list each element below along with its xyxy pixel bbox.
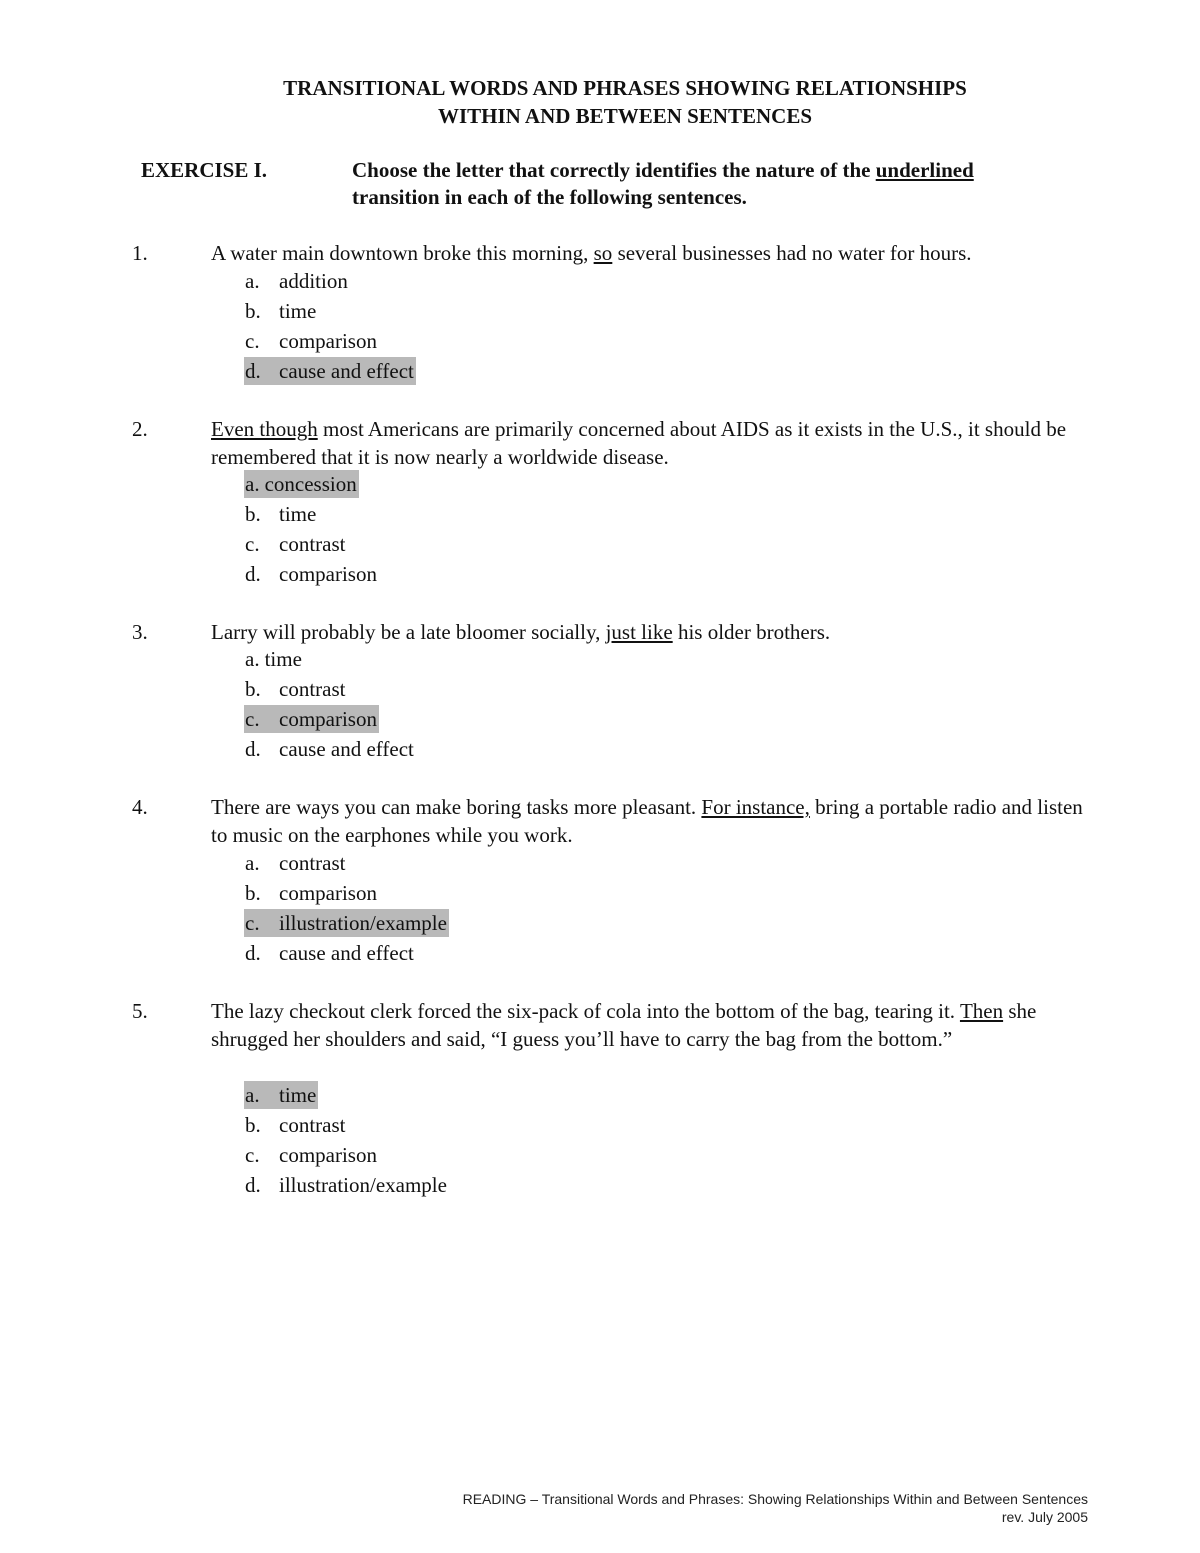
page-footer	[463, 1490, 1088, 1526]
option-text: cause and effect	[279, 737, 414, 761]
selected-answer-highlight	[244, 357, 416, 385]
question-text	[211, 415, 1091, 471]
option-letter: b.	[245, 502, 261, 526]
option-text: time	[264, 647, 302, 671]
answer-option-content	[244, 530, 347, 558]
answer-option-content	[244, 267, 350, 295]
option-text: comparison	[279, 881, 377, 905]
option-letter: b.	[245, 677, 261, 701]
answer-option[interactable]	[245, 529, 379, 559]
title-line-2: WITHIN AND BETWEEN SENTENCES	[437, 104, 813, 128]
option-letter: c.	[245, 1143, 260, 1167]
footer-line-1: READING – Transitional Words and Phrases: Showing Relationships Within and Between Sentences	[462, 1491, 1088, 1507]
option-text: time	[279, 502, 317, 526]
option-text: contrast	[279, 677, 346, 701]
option-letter: a.	[245, 851, 260, 875]
option-text: comparison	[279, 1143, 377, 1167]
option-text: illustration/example	[279, 911, 447, 935]
question-text-after: bring a portable radio and listen to music on the earphones while you work.	[211, 795, 1083, 847]
answer-option-content	[244, 1111, 347, 1139]
answer-option[interactable]	[245, 469, 379, 499]
question-text-before: A water main downtown broke this morning,	[211, 241, 594, 265]
answer-option[interactable]	[245, 1080, 449, 1110]
question-text	[211, 997, 1091, 1053]
answer-option-content	[244, 675, 347, 703]
answer-option[interactable]	[245, 938, 449, 968]
answer-option-content	[244, 879, 379, 907]
option-letter: c.	[245, 707, 260, 731]
option-text: concession	[264, 472, 357, 496]
exercise-instructions	[352, 157, 1072, 211]
answer-option-content	[244, 1171, 449, 1199]
answer-option-content	[244, 1141, 379, 1169]
question-text-before: There are ways you can make boring tasks more pleasant.	[211, 795, 702, 819]
question-text-before: The lazy checkout clerk forced the six-pack of cola into the bottom of the bag, tearing it.	[211, 999, 960, 1023]
option-text: contrast	[279, 851, 346, 875]
option-text: addition	[279, 269, 348, 293]
question-text-after: his older brothers.	[672, 620, 831, 644]
question-text-before: Larry will probably be a late bloomer socially,	[211, 620, 606, 644]
option-text: time	[279, 1083, 317, 1107]
selected-answer-highlight	[244, 909, 449, 937]
option-text: time	[279, 299, 317, 323]
answer-option[interactable]	[245, 848, 449, 878]
selected-answer-highlight	[244, 705, 379, 733]
answer-option[interactable]	[245, 644, 416, 674]
option-letter: a.	[245, 647, 260, 671]
option-letter: a.	[245, 1083, 260, 1107]
question-text	[211, 618, 1091, 646]
answer-option[interactable]	[245, 266, 416, 296]
answer-option[interactable]	[245, 1170, 449, 1200]
underlined-transition: so	[593, 241, 613, 265]
option-letter: a.	[245, 472, 260, 496]
option-text: comparison	[279, 562, 377, 586]
answer-options	[245, 644, 416, 764]
answer-option-content	[244, 560, 379, 588]
question-text	[211, 239, 1091, 267]
question-number: 2.	[132, 417, 148, 441]
option-letter: c.	[245, 532, 260, 556]
option-letter: b.	[245, 1113, 261, 1137]
answer-option-content	[244, 500, 318, 528]
option-text: illustration/example	[279, 1173, 447, 1197]
answer-options	[245, 1080, 449, 1200]
answer-option[interactable]	[245, 326, 416, 356]
option-text: cause and effect	[279, 941, 414, 965]
question-number: 5.	[132, 999, 148, 1023]
page-title	[0, 74, 1200, 130]
question-text-after: she shrugged her shoulders and said, “I guess you’ll have to carry the bag from the bottom.”	[211, 999, 1037, 1051]
option-letter: b.	[245, 881, 261, 905]
answer-option-content	[244, 939, 416, 967]
question-number: 1.	[132, 241, 148, 265]
option-letter: c.	[245, 329, 260, 353]
title-line-1: TRANSITIONAL WORDS AND PHRASES SHOWING RELATIONSHIPS	[283, 76, 967, 100]
answer-option[interactable]	[245, 908, 449, 938]
option-text: cause and effect	[279, 359, 414, 383]
answer-option[interactable]	[245, 296, 416, 326]
question-text-after: most Americans are primarily concerned about AIDS as it exists in the U.S., it should be remembered that it is now nearly a worldwide disease.	[211, 417, 1067, 469]
selected-answer-highlight	[244, 470, 359, 498]
option-letter: c.	[245, 911, 260, 935]
instruction-underlined-word: underlined	[875, 158, 974, 182]
option-text: contrast	[279, 532, 346, 556]
answer-option[interactable]	[245, 356, 416, 386]
underlined-transition: just like	[605, 620, 673, 644]
instruction-text-continued: transition in each of the following sentences.	[352, 185, 747, 209]
option-letter: d.	[245, 562, 261, 586]
answer-option-content	[244, 297, 318, 325]
answer-options	[245, 266, 416, 386]
answer-option-content	[244, 849, 347, 877]
answer-option[interactable]	[245, 734, 416, 764]
option-letter: d.	[245, 737, 261, 761]
underlined-transition: Even though	[211, 417, 318, 441]
answer-option-content	[244, 735, 416, 763]
question-number: 3.	[132, 620, 148, 644]
answer-option[interactable]	[245, 559, 379, 589]
question-text	[211, 793, 1091, 849]
option-text: comparison	[279, 329, 377, 353]
answer-option[interactable]	[245, 878, 449, 908]
answer-option-content	[244, 327, 379, 355]
answer-option-content	[244, 645, 304, 673]
answer-option[interactable]	[245, 499, 379, 529]
answer-option[interactable]	[245, 1110, 449, 1140]
option-letter: d.	[245, 941, 261, 965]
instruction-text: Choose the letter that correctly identifies the nature of the	[352, 158, 876, 182]
answer-options	[245, 848, 449, 968]
option-text: contrast	[279, 1113, 346, 1137]
answer-options	[245, 469, 379, 589]
question-number: 4.	[132, 795, 148, 819]
footer-line-2: rev. July 2005	[1001, 1509, 1088, 1525]
underlined-transition: Then	[959, 999, 1004, 1023]
option-letter: d.	[245, 359, 261, 383]
question-text-after: several businesses had no water for hours.	[612, 241, 972, 265]
answer-option[interactable]	[245, 674, 416, 704]
option-letter: d.	[245, 1173, 261, 1197]
answer-option[interactable]	[245, 1140, 449, 1170]
option-letter: b.	[245, 299, 261, 323]
answer-option[interactable]	[245, 704, 416, 734]
selected-answer-highlight	[244, 1081, 318, 1109]
underlined-transition: For instance,	[701, 795, 810, 819]
exercise-label: EXERCISE I.	[141, 158, 268, 182]
option-letter: a.	[245, 269, 260, 293]
option-text: comparison	[279, 707, 377, 731]
